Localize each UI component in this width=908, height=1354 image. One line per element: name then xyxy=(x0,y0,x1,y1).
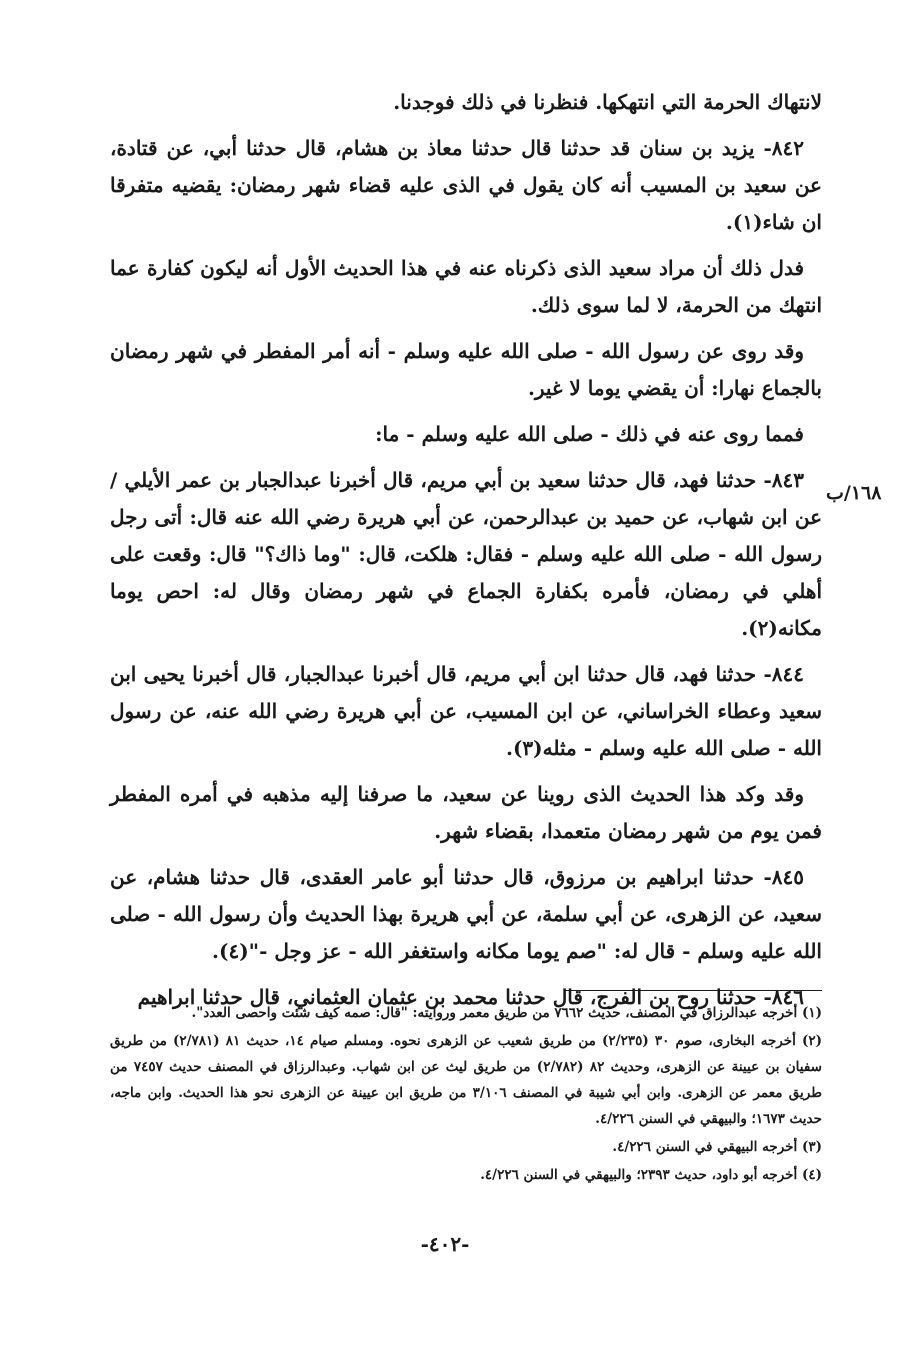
paragraph: ٨٤٦- حدثنا روح بن الفرج، قال حدثنا محمد بن عثمان العثماني، قال حدثنا ابراهيم xyxy=(137,985,804,1009)
paragraph: ٨٤٤- حدثنا فهد، قال حدثنا ابن أبي مريم، قال أخبرنا عبدالجبار، قال أخبرنا يحيى ابن سعيد وعطاء الخراساني، عن ابن المسيب، عن أبي هريرة رضي الله عنه، عن رسول الله - صلى الله عليه وسلم - مثله(٣). xyxy=(110,662,822,760)
footnote-divider xyxy=(565,990,822,991)
paragraph: ٨٤٣- حدثنا فهد، قال حدثنا سعيد بن أبي مريم، قال أخبرنا عبدالجبار بن عمر الأيلي / عن ابن شهاب، عن حميد بن عبدالرحمن، عن أبي هريرة رضي الله عنه قال: أتى رجل رسول الله - صلى الله عليه وسلم - فقال: هلكت، قال: "وما ذاك؟" قال: وقعت على أهلي في رمضان، فأمره بكفارة الجماع في شهر رمضان وقال له: احص يوما مكانه(٢). xyxy=(110,468,822,640)
footnote: (٣) أخرجه البيهقي في السنن ٤/٢٢٦. xyxy=(612,1139,822,1155)
paragraph: فمما روى عنه في ذلك - صلى الله عليه وسلم - ما: xyxy=(375,422,804,446)
paragraph: لانتهاك الحرمة التي انتهكها. فنظرنا في ذلك فوجدنا. xyxy=(393,90,822,114)
paragraph: ٨٤٢- يزيد بن سنان قد حدثنا قال حدثنا معاذ بن هشام، قال حدثنا أبي، عن قتادة، عن سعيد بن المسيب أنه كان يقول في الذى عليه قضاء شهر رمضان: يقضيه متفرقا ان شاء(١). xyxy=(110,136,822,234)
paragraph: فدل ذلك أن مراد سعيد الذى ذكرناه عنه في هذا الحديث الأول أنه ليكون كفارة عما انتهك من الحرمة، لا لما سوى ذلك. xyxy=(110,256,822,317)
paragraph: وقد روى عن رسول الله - صلى الله عليه وسلم - أنه أمر المفطر في شهر رمضان بالجماع نهارا: أن يقضي يوما لا غير. xyxy=(110,339,822,400)
paragraph: ٨٤٥- حدثنا ابراهيم بن مرزوق، قال حدثنا أبو عامر العقدى، قال حدثنا هشام، عن سعيد، عن الزهرى، عن أبي سلمة، عن أبي هريرة بهذا الحديث وأن رسول الله - صلى الله عليه وسلم - قال له: "صم يوما مكانه واستغفر الله - عز وجل -"(٤). xyxy=(110,865,822,963)
footnote: (١) أخرجه عبدالرزاق في المصنف، حديث ٧٦٦٢ من طريق معمر وروايته: "قال: صمه كيف شئت واحصى العدد". xyxy=(191,1005,822,1021)
footnote: (٢) أخرجه البخارى، صوم ٣٠ (٢/٢٣٥) من طريق شعيب عن الزهرى نحوه. ومسلم صيام ١٤، حديث ٨١ (٢/٧٨١) من طريق سفيان بن عيينة عن الزهرى، وحديث ٨٢ (٢/٧٨٢) من طريق ليث عن ابن شهاب. وعبدالرزاق في المصنف حديث ٧٤٥٧ من طريق معمر عن الزهرى. وابن أبي شيبة في المصنف ٣/١٠٦ من طريق ابن عيينة عن الزهرى نحو هذا الحديث. وابن ماجه، حديث ١٦٧٣؛ والبيهقي في السنن ٤/٢٢٦. xyxy=(110,1033,823,1127)
footnotes-block xyxy=(110,1000,822,1190)
paragraph: وقد وكد هذا الحديث الذى روينا عن سعيد، ما صرفنا إليه مذهبه في أمره المفطر فمن يوم من شهر رمضان متعمدا، بقضاء شهر. xyxy=(110,782,822,843)
margin-folio-note: ١٦٨/ب xyxy=(826,482,882,504)
main-text-block xyxy=(110,84,822,1025)
footnote: (٤) أخرجه أبو داود، حديث ٢٣٩٣؛ والبيهقي في السنن ٤/٢٢٦. xyxy=(480,1167,822,1183)
page-number: -٤٠٢- xyxy=(420,1232,470,1256)
